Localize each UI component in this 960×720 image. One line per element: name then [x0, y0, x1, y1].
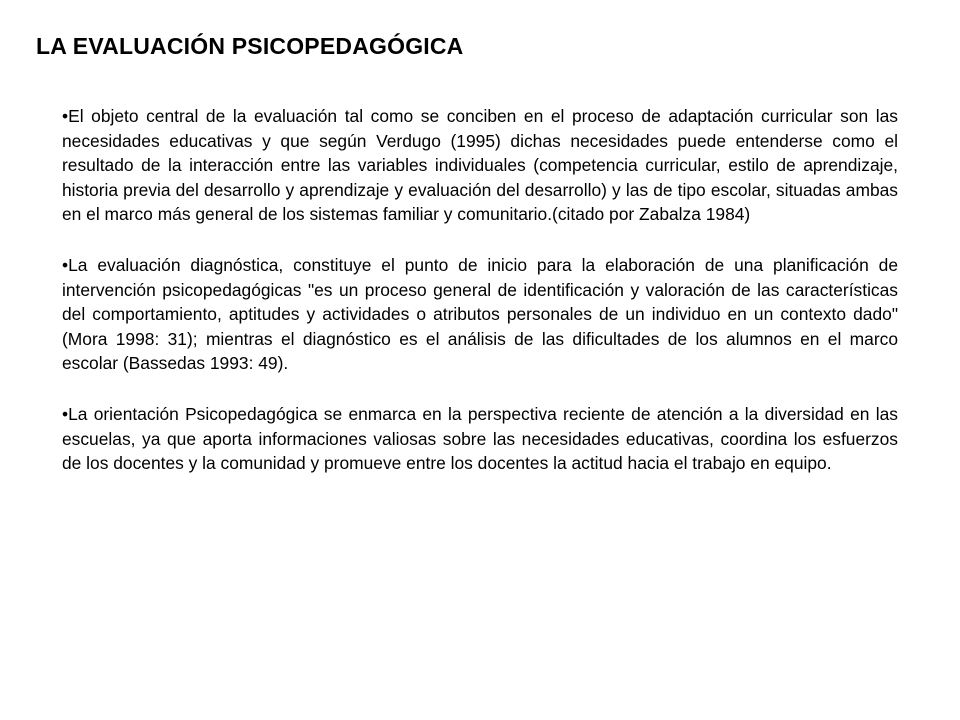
bullet-glyph: •: [62, 254, 69, 275]
bullet-paragraph-1: [62, 104, 898, 227]
bullet-glyph: •: [62, 106, 69, 126]
bullet-paragraph-2: [62, 253, 898, 376]
slide-title: LA EVALUACIÓN PSICOPEDAGÓGICA: [36, 33, 464, 59]
paragraph-text: La evaluación diagnóstica, constituye el punto de inicio para la elaboración de una planificación de intervención psicopedagógicas "es un proceso general de identificación y valoración de las características del comportamiento, aptitudes y actividades o atributos personales de un individuo en un contexto dado" (Mora 1998: 31); mientras el diagnóstico es el análisis de las dificultades de los alumnos en el marco escolar (Bassedas 1993: 49).: [62, 254, 898, 374]
slide-body: [62, 104, 898, 476]
bullet-paragraph-3: [62, 402, 898, 476]
paragraph-text: El objeto central de la evaluación tal como se conciben en el proceso de adaptación curricular son las necesidades educativas y que según Verdugo (1995) dichas necesidades puede entenderse como el resultado de la interacción entre las variables individuales (competencia curricular, estilo de aprendizaje, historia previa del desarrollo y aprendizaje y evaluación del desarrollo) y las de tipo escolar, situadas ambas en el marco más general de los sistemas familiar y comunitario.(citado por Zabalza 1984): [62, 106, 898, 225]
paragraph-text: La orientación Psicopedagógica se enmarca en la perspectiva reciente de atención a la diversidad en las escuelas, ya que aporta informaciones valiosas sobre las necesidades educativas, coordina los esfuerzos de los docentes y la comunidad y promueve entre los docentes la actitud hacia el trabajo en equipo.: [62, 403, 898, 474]
bullet-glyph: •: [62, 403, 69, 424]
